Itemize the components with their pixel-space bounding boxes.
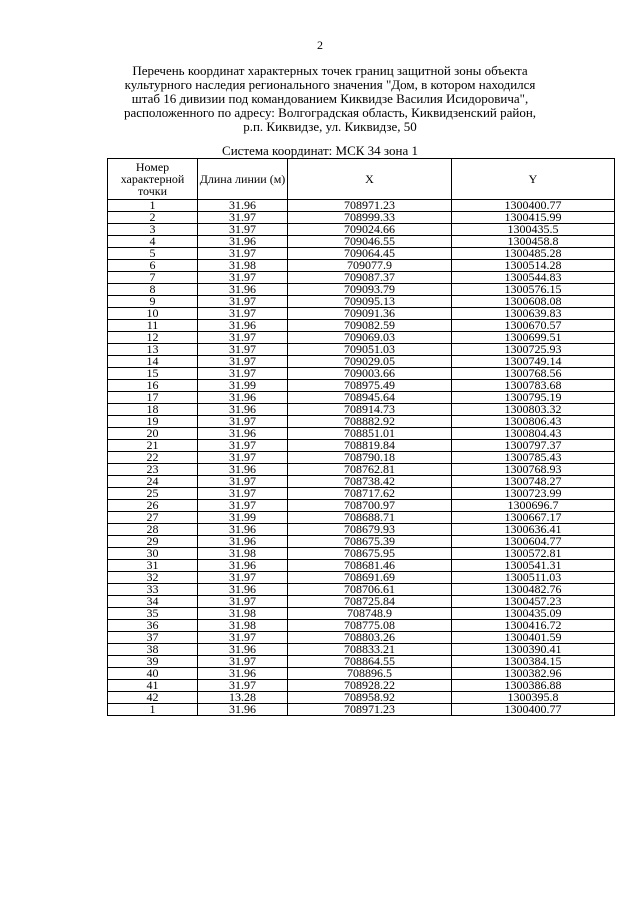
cell-line-length: 13.28	[198, 692, 288, 704]
cell-point-number: 39	[108, 656, 198, 668]
cell-line-length: 31.99	[198, 512, 288, 524]
cell-point-number: 2	[108, 212, 198, 224]
cell-line-length: 31.98	[198, 620, 288, 632]
cell-y: 1300768.93	[452, 464, 615, 476]
cell-y: 1300395.8	[452, 692, 615, 704]
table-row	[108, 368, 615, 380]
cell-point-number: 5	[108, 248, 198, 260]
cell-line-length: 31.97	[198, 596, 288, 608]
document-title	[96, 64, 564, 134]
table-row	[108, 344, 615, 356]
cell-line-length: 31.98	[198, 260, 288, 272]
cell-line-length: 31.96	[198, 704, 288, 716]
cell-x: 708999.33	[288, 212, 452, 224]
cell-x: 709051.03	[288, 344, 452, 356]
cell-x: 708914.73	[288, 404, 452, 416]
cell-y: 1300416.72	[452, 620, 615, 632]
cell-point-number: 29	[108, 536, 198, 548]
cell-y: 1300795.19	[452, 392, 615, 404]
table-row	[108, 656, 615, 668]
cell-point-number: 23	[108, 464, 198, 476]
cell-y: 1300435.5	[452, 224, 615, 236]
table-row	[108, 332, 615, 344]
cell-point-number: 15	[108, 368, 198, 380]
table-row	[108, 308, 615, 320]
cell-line-length: 31.97	[198, 416, 288, 428]
cell-line-length: 31.96	[198, 404, 288, 416]
cell-x: 708679.93	[288, 524, 452, 536]
title-line: Перечень координат характерных точек границ защитной зоны объекта	[132, 63, 528, 78]
table-row	[108, 200, 615, 212]
table-row	[108, 416, 615, 428]
title-line: расположенного по адресу: Волгоградская область, Киквидзенский район,	[123, 105, 537, 120]
cell-y: 1300639.83	[452, 308, 615, 320]
table-row	[108, 488, 615, 500]
cell-point-number: 41	[108, 680, 198, 692]
cell-x: 709087.37	[288, 272, 452, 284]
cell-x: 708958.92	[288, 692, 452, 704]
cell-point-number: 9	[108, 296, 198, 308]
cell-x: 708675.39	[288, 536, 452, 548]
cell-y: 1300768.56	[452, 368, 615, 380]
cell-line-length: 31.96	[198, 644, 288, 656]
table-row	[108, 452, 615, 464]
cell-line-length: 31.96	[198, 428, 288, 440]
table-row	[108, 248, 615, 260]
cell-line-length: 31.97	[198, 212, 288, 224]
cell-y: 1300608.08	[452, 296, 615, 308]
cell-point-number: 21	[108, 440, 198, 452]
cell-point-number: 3	[108, 224, 198, 236]
table-row	[108, 236, 615, 248]
title-line: культурного наследия регионального значения "Дом, в котором находился	[124, 77, 536, 92]
cell-x: 708688.71	[288, 512, 452, 524]
cell-line-length: 31.97	[198, 272, 288, 284]
cell-y: 1300783.68	[452, 380, 615, 392]
cell-line-length: 31.99	[198, 380, 288, 392]
cell-line-length: 31.97	[198, 572, 288, 584]
coordinates-table	[107, 158, 615, 716]
cell-y: 1300482.76	[452, 584, 615, 596]
cell-point-number: 20	[108, 428, 198, 440]
cell-line-length: 31.96	[198, 524, 288, 536]
cell-line-length: 31.97	[198, 224, 288, 236]
cell-x: 708945.64	[288, 392, 452, 404]
cell-y: 1300696.7	[452, 500, 615, 512]
cell-point-number: 38	[108, 644, 198, 656]
cell-point-number: 25	[108, 488, 198, 500]
cell-x: 708748.9	[288, 608, 452, 620]
header-x: X	[288, 159, 452, 200]
cell-x: 708738.42	[288, 476, 452, 488]
header-y: Y	[452, 159, 615, 200]
cell-line-length: 31.97	[198, 452, 288, 464]
table-body	[108, 200, 615, 716]
cell-y: 1300415.99	[452, 212, 615, 224]
table-row	[108, 284, 615, 296]
table-row	[108, 428, 615, 440]
cell-point-number: 27	[108, 512, 198, 524]
cell-line-length: 31.97	[198, 344, 288, 356]
table-row	[108, 440, 615, 452]
cell-point-number: 14	[108, 356, 198, 368]
cell-line-length: 31.97	[198, 308, 288, 320]
cell-line-length: 31.97	[198, 656, 288, 668]
cell-point-number: 4	[108, 236, 198, 248]
page-number: 2	[317, 38, 323, 52]
cell-line-length: 31.97	[198, 488, 288, 500]
cell-point-number: 1	[108, 704, 198, 716]
cell-line-length: 31.97	[198, 248, 288, 260]
cell-point-number: 6	[108, 260, 198, 272]
cell-x: 708706.61	[288, 584, 452, 596]
cell-point-number: 8	[108, 284, 198, 296]
table-row	[108, 692, 615, 704]
cell-y: 1300572.81	[452, 548, 615, 560]
cell-y: 1300723.99	[452, 488, 615, 500]
table-row	[108, 260, 615, 272]
table-row	[108, 356, 615, 368]
cell-y: 1300667.17	[452, 512, 615, 524]
cell-y: 1300797.37	[452, 440, 615, 452]
cell-x: 709093.79	[288, 284, 452, 296]
cell-point-number: 22	[108, 452, 198, 464]
cell-line-length: 31.97	[198, 680, 288, 692]
cell-y: 1300514.28	[452, 260, 615, 272]
cell-line-length: 31.96	[198, 668, 288, 680]
cell-y: 1300390.41	[452, 644, 615, 656]
cell-line-length: 31.96	[198, 536, 288, 548]
cell-x: 708819.84	[288, 440, 452, 452]
table-row	[108, 596, 615, 608]
cell-point-number: 16	[108, 380, 198, 392]
cell-x: 708681.46	[288, 560, 452, 572]
cell-line-length: 31.97	[198, 476, 288, 488]
cell-y: 1300401.59	[452, 632, 615, 644]
cell-point-number: 24	[108, 476, 198, 488]
cell-line-length: 31.96	[198, 320, 288, 332]
cell-y: 1300458.8	[452, 236, 615, 248]
cell-x: 709046.55	[288, 236, 452, 248]
cell-y: 1300457.23	[452, 596, 615, 608]
table-row	[108, 512, 615, 524]
table-row	[108, 404, 615, 416]
table-row	[108, 296, 615, 308]
cell-line-length: 31.97	[198, 332, 288, 344]
cell-x: 709069.03	[288, 332, 452, 344]
table-row	[108, 560, 615, 572]
cell-point-number: 32	[108, 572, 198, 584]
cell-y: 1300541.31	[452, 560, 615, 572]
cell-line-length: 31.96	[198, 584, 288, 596]
cell-x: 708928.22	[288, 680, 452, 692]
cell-x: 708717.62	[288, 488, 452, 500]
cell-line-length: 31.96	[198, 284, 288, 296]
cell-line-length: 31.96	[198, 464, 288, 476]
cell-x: 708762.81	[288, 464, 452, 476]
cell-x: 708971.23	[288, 200, 452, 212]
title-line: р.п. Киквидзе, ул. Киквидзе, 50	[243, 119, 417, 134]
cell-line-length: 31.98	[198, 608, 288, 620]
cell-x: 708775.08	[288, 620, 452, 632]
table-row	[108, 608, 615, 620]
table-row	[108, 572, 615, 584]
table-row	[108, 464, 615, 476]
header-line-length: Длина линии (м)	[198, 159, 288, 200]
cell-x: 708691.69	[288, 572, 452, 584]
cell-x: 708790.18	[288, 452, 452, 464]
cell-y: 1300386.88	[452, 680, 615, 692]
cell-x: 708851.01	[288, 428, 452, 440]
cell-y: 1300636.41	[452, 524, 615, 536]
cell-x: 709095.13	[288, 296, 452, 308]
cell-x: 709003.66	[288, 368, 452, 380]
table-row	[108, 320, 615, 332]
cell-y: 1300699.51	[452, 332, 615, 344]
cell-x: 708803.26	[288, 632, 452, 644]
table-row	[108, 632, 615, 644]
table-row	[108, 380, 615, 392]
cell-point-number: 28	[108, 524, 198, 536]
cell-y: 1300435.09	[452, 608, 615, 620]
cell-point-number: 12	[108, 332, 198, 344]
cell-x: 708896.5	[288, 668, 452, 680]
cell-line-length: 31.97	[198, 368, 288, 380]
table-row	[108, 536, 615, 548]
cell-point-number: 35	[108, 608, 198, 620]
table-row	[108, 500, 615, 512]
cell-x: 708675.95	[288, 548, 452, 560]
cell-line-length: 31.97	[198, 356, 288, 368]
cell-y: 1300803.32	[452, 404, 615, 416]
cell-y: 1300670.57	[452, 320, 615, 332]
cell-y: 1300748.27	[452, 476, 615, 488]
cell-x: 708971.23	[288, 704, 452, 716]
cell-line-length: 31.96	[198, 560, 288, 572]
table-header-row	[108, 159, 615, 200]
table-row	[108, 620, 615, 632]
cell-y: 1300485.28	[452, 248, 615, 260]
cell-line-length: 31.96	[198, 236, 288, 248]
cell-line-length: 31.96	[198, 200, 288, 212]
cell-x: 709082.59	[288, 320, 452, 332]
cell-point-number: 10	[108, 308, 198, 320]
cell-y: 1300400.77	[452, 704, 615, 716]
cell-y: 1300382.96	[452, 668, 615, 680]
cell-y: 1300604.77	[452, 536, 615, 548]
cell-point-number: 19	[108, 416, 198, 428]
cell-x: 709029.05	[288, 356, 452, 368]
table-row	[108, 224, 615, 236]
cell-line-length: 31.96	[198, 392, 288, 404]
cell-point-number: 17	[108, 392, 198, 404]
cell-x: 709024.66	[288, 224, 452, 236]
cell-y: 1300725.93	[452, 344, 615, 356]
cell-point-number: 37	[108, 632, 198, 644]
cell-point-number: 11	[108, 320, 198, 332]
title-line: штаб 16 дивизии под командованием Киквидзе Василия Исидоровича",	[131, 91, 529, 106]
coordinate-system-label: Система координат: МСК 34 зона 1	[222, 143, 418, 158]
table-row	[108, 524, 615, 536]
cell-x: 708975.49	[288, 380, 452, 392]
cell-x: 708864.55	[288, 656, 452, 668]
cell-point-number: 26	[108, 500, 198, 512]
cell-point-number: 36	[108, 620, 198, 632]
cell-x: 708882.92	[288, 416, 452, 428]
cell-point-number: 33	[108, 584, 198, 596]
cell-point-number: 13	[108, 344, 198, 356]
cell-x: 708833.21	[288, 644, 452, 656]
table-row	[108, 680, 615, 692]
cell-y: 1300576.15	[452, 284, 615, 296]
table-row	[108, 272, 615, 284]
cell-point-number: 30	[108, 548, 198, 560]
cell-point-number: 1	[108, 200, 198, 212]
cell-y: 1300544.83	[452, 272, 615, 284]
cell-x: 709091.36	[288, 308, 452, 320]
cell-x: 708700.97	[288, 500, 452, 512]
table-row	[108, 584, 615, 596]
cell-y: 1300785.43	[452, 452, 615, 464]
cell-x: 709077.9	[288, 260, 452, 272]
cell-line-length: 31.97	[198, 500, 288, 512]
table-row	[108, 548, 615, 560]
cell-point-number: 18	[108, 404, 198, 416]
cell-line-length: 31.98	[198, 548, 288, 560]
table-row	[108, 704, 615, 716]
table-row	[108, 212, 615, 224]
header-point-number: Номер характерной точки	[108, 159, 198, 200]
cell-x: 708725.84	[288, 596, 452, 608]
cell-point-number: 7	[108, 272, 198, 284]
cell-line-length: 31.97	[198, 632, 288, 644]
cell-line-length: 31.97	[198, 440, 288, 452]
table-row	[108, 644, 615, 656]
table-row	[108, 476, 615, 488]
cell-point-number: 42	[108, 692, 198, 704]
table-row	[108, 668, 615, 680]
table-row	[108, 392, 615, 404]
cell-y: 1300384.15	[452, 656, 615, 668]
cell-y: 1300749.14	[452, 356, 615, 368]
cell-line-length: 31.97	[198, 296, 288, 308]
cell-y: 1300511.03	[452, 572, 615, 584]
cell-point-number: 31	[108, 560, 198, 572]
cell-point-number: 34	[108, 596, 198, 608]
cell-y: 1300806.43	[452, 416, 615, 428]
cell-y: 1300804.43	[452, 428, 615, 440]
cell-x: 709064.45	[288, 248, 452, 260]
cell-point-number: 40	[108, 668, 198, 680]
cell-y: 1300400.77	[452, 200, 615, 212]
